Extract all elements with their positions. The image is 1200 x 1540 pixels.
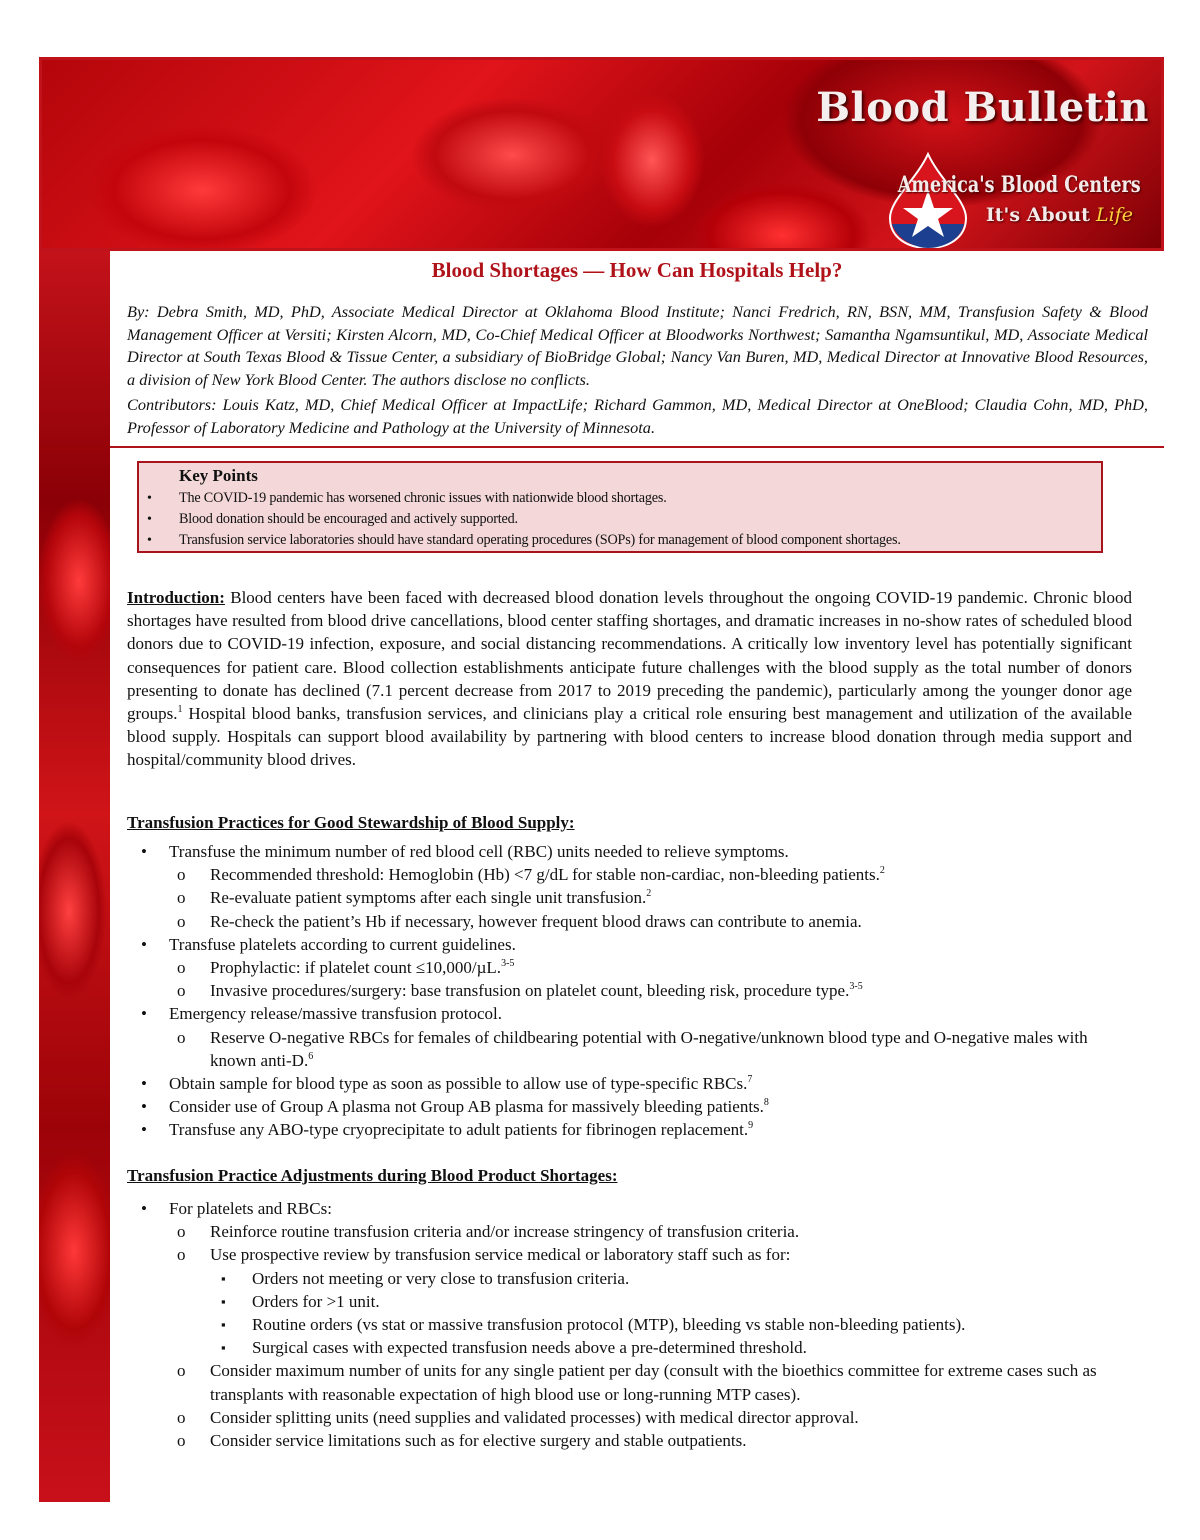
list-item xyxy=(127,1118,1132,1141)
key-point: • The COVID-19 pandemic has worsened chronic issues with nationwide blood shortages. xyxy=(139,488,901,509)
list-item: ▪ Orders for >1 unit. xyxy=(127,1290,1132,1313)
list-item: ▪ Orders not meeting or very close to transfusion criteria. xyxy=(127,1267,1132,1290)
list-item xyxy=(127,979,1132,1002)
list-item-text: Emergency release/massive transfusion protocol. xyxy=(169,1004,502,1024)
list-item xyxy=(127,1072,1132,1095)
banner-title: Blood Bulletin xyxy=(816,84,1149,131)
list-item xyxy=(127,910,1132,933)
list-item-text: Obtain sample for blood type as soon as possible to allow use of type-specific RBCs. xyxy=(169,1074,748,1094)
list-item xyxy=(127,1095,1132,1118)
list-item xyxy=(127,886,1132,909)
key-point: • Transfusion service laboratories should have standard operating procedures (SOPs) for management of blood component shortages. xyxy=(139,530,901,551)
header-banner xyxy=(39,57,1164,251)
reference: 3-5 xyxy=(849,981,863,993)
stewardship-list xyxy=(127,840,1132,1142)
reference: 1 xyxy=(177,704,183,716)
introduction-heading: Introduction: xyxy=(127,588,225,607)
key-points-box xyxy=(137,461,1103,553)
adjustments-list xyxy=(127,1197,1132,1452)
stewardship-heading: Transfusion Practices for Good Stewardship of Blood Supply: xyxy=(127,813,575,832)
decorative-sidebar xyxy=(39,251,110,1502)
list-item-text: Prophylactic: if platelet count ≤10,000/µL. xyxy=(210,958,502,978)
list-item: o Reinforce routine transfusion criteria and/or increase stringency of transfusion criteria. xyxy=(127,1220,1132,1243)
list-item xyxy=(127,956,1132,979)
list-item-text: Transfuse platelets according to current guidelines. xyxy=(169,934,516,954)
list-item-text: Transfuse the minimum number of red blood cell (RBC) units needed to relieve symptoms. xyxy=(169,842,789,861)
reference: 7 xyxy=(747,1074,753,1086)
list-item-text: Re-check the patient’s Hb if necessary, however frequent blood draws can contribute to anemia. xyxy=(210,911,862,931)
tagline-prefix: It's About xyxy=(985,204,1090,226)
list-item: o Consider maximum number of units for any single patient per day (consult with the bioethics committee for extreme cases such as transplants with reasonable expectation of high blood use or long-running MTP cases). xyxy=(127,1359,1132,1405)
list-item: ▪ Surgical cases with expected transfusion needs above a pre-determined threshold. xyxy=(127,1336,1132,1359)
introduction-text-b: Hospital blood banks, transfusion services, and clinicians play a critical role ensuring best management and utilization of the available blood supply. Hospitals can support blood availability by partnering with blood centers to increase blood donation through media support and hospital/community blood drives. xyxy=(127,704,1132,770)
blood-drop-star-logo-icon xyxy=(878,150,978,250)
list-item xyxy=(127,1026,1132,1072)
list-item: o Consider service limitations such as for elective surgery and stable outpatients. xyxy=(127,1429,1132,1452)
introduction-text-a: Blood centers have been faced with decreased blood donation levels throughout the ongoing COVID-19 pandemic. Chronic blood shortages have resulted from blood drive cancellations, blood center staffing shortages, and dramatic increases in no-show rates of scheduled blood donors due to COVID-19 infection, exposure, and social distancing recommendations. A critically low inventory level has potentially significant consequences for patient care. Blood collection establishments anticipate future challenges with the blood supply as the total number of donors presenting to donate has declined (7.1 percent decrease from 2017 to 2019 preceding the pandemic), particularly among the younger donor age groups. xyxy=(127,588,1132,724)
list-item: • For platelets and RBCs: xyxy=(127,1197,1132,1220)
key-points-list xyxy=(139,488,901,551)
adjustments-heading: Transfusion Practice Adjustments during Blood Product Shortages: xyxy=(127,1166,618,1185)
list-item-text: Invasive procedures/surgery: base transfusion on platelet count, bleeding risk, procedure type. xyxy=(210,981,850,1001)
list-item: o Use prospective review by transfusion service medical or laboratory staff such as for: xyxy=(127,1243,1132,1266)
list-item-text: Transfuse any ABO-type cryoprecipitate to adult patients for fibrinogen replacement. xyxy=(169,1120,749,1140)
list-item: o Consider splitting units (need supplies and validated processes) with medical director approval. xyxy=(127,1406,1132,1429)
introduction-paragraph xyxy=(127,586,1132,772)
list-item-text: Reserve O-negative RBCs for females of childbearing potential with O-negative/unknown blood type and O-negative males with known anti-D. xyxy=(210,1027,1088,1070)
reference: 8 xyxy=(763,1097,769,1109)
list-item xyxy=(127,840,1132,863)
list-item-text: Re-evaluate patient symptoms after each single unit transfusion. xyxy=(210,888,647,908)
article-title: Blood Shortages — How Can Hospitals Help? xyxy=(431,258,843,282)
divider xyxy=(110,446,1164,448)
key-point: • Blood donation should be encouraged and actively supported. xyxy=(139,509,901,530)
reference: 9 xyxy=(748,1120,754,1132)
reference: 2 xyxy=(646,888,652,900)
author-byline: By: Debra Smith, MD, PhD, Associate Medical Director at Oklahoma Blood Institute; Nanci Fredrich, RN, BSN, MM, Transfusion Safety & Blood Management Officer at Versiti; Kirsten Alcorn, MD, Co-Chief Medical Officer at Bloodworks Northwest; Samantha Ngamsuntikul, MD, Associate Medical Director at South Texas Blood & Tissue Center, a subsidiary of BioBridge Global; Nancy Van Buren, MD, Medical Director at Innovative Blood Resources, a division of New York Blood Center. The authors disclose no conflicts. xyxy=(127,302,1148,389)
list-item xyxy=(127,933,1132,956)
key-points-heading: Key Points xyxy=(179,466,258,485)
list-item xyxy=(127,863,1132,886)
tagline-emphasis: Life xyxy=(1096,204,1133,226)
reference: 3-5 xyxy=(501,958,515,970)
list-item-text: Recommended threshold: Hemoglobin (Hb) <7 g/dL for stable non-cardiac, non-bleeding patients. xyxy=(210,865,880,885)
organization-tagline xyxy=(986,204,1133,226)
list-item: ▪ Routine orders (vs stat or massive transfusion protocol (MTP), bleeding vs stable non-bleeding patients). xyxy=(127,1313,1132,1336)
reference: 2 xyxy=(879,865,885,877)
organization-name: America's Blood Centers xyxy=(898,172,1141,198)
reference: 6 xyxy=(308,1050,314,1062)
list-item xyxy=(127,1002,1132,1025)
contributors: Contributors: Louis Katz, MD, Chief Medical Officer at ImpactLife; Richard Gammon, MD, Medical Director at OneBlood; Claudia Cohn, MD, PhD, Professor of Laboratory Medicine and Pathology at the University of Minnesota. xyxy=(127,395,1148,437)
list-item-text: Consider use of Group A plasma not Group AB plasma for massively bleeding patients. xyxy=(169,1097,764,1117)
